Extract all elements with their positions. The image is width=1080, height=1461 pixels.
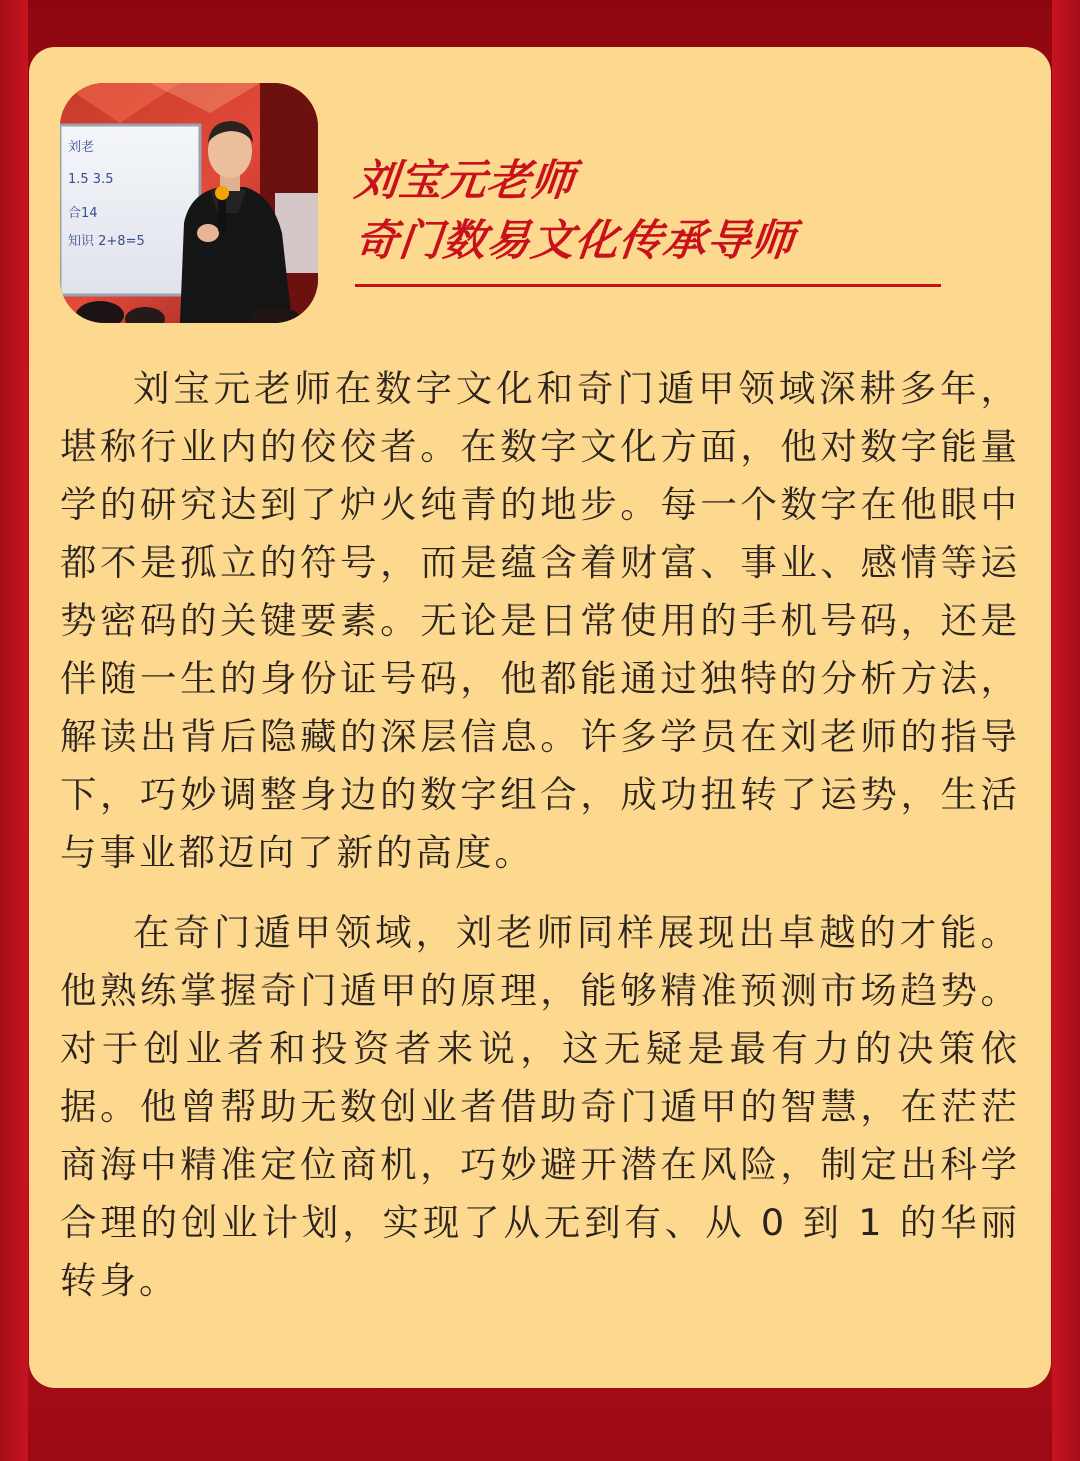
teacher-role-title: 奇门数易文化传承导师: [352, 216, 798, 266]
biography-paragraph-2: 在奇门遁甲领域，刘老师同样展现出卓越的才能。他熟练掌握奇门遁甲的原理，能够精准预测市场趋势。对于创业者和投资者来说，这无疑是最有力的决策依据。他曾帮助无数创业者借助奇门遁甲的智慧，在茫茫商海中精准定位商机，巧妙避开潜在风险，制定出科学合理的创业计划，实现了从无到有、从 0 到 1 的华丽转身。: [60, 911, 1020, 1302]
whiteboard-line: 1.5 3.5: [68, 172, 114, 187]
biography-text: [60, 360, 1020, 1310]
teacher-photo-icon: [60, 83, 318, 323]
biography-paragraph-1: 刘宝元老师在数字文化和奇门遁甲领域深耕多年，堪称行业内的佼佼者。在数字文化方面，他对数字能量学的研究达到了炉火纯青的地步。每一个数字在他眼中都不是孤立的符号，而是蕴含着财富、事业、感情等运势密码的关键要素。无论是日常使用的手机号码，还是伴随一生的身份证号码，他都能通过独特的分析方法，解读出背后隐藏的深层信息。许多学员在刘老师的指导下，巧妙调整身边的数字组合，成功扭转了运势，生活与事业都迈向了新的高度。: [60, 367, 1020, 874]
whiteboard-line: 合14: [68, 206, 98, 221]
teacher-photo: [60, 83, 318, 323]
title-block: [352, 151, 955, 271]
right-border: [1052, 0, 1080, 1461]
left-border: [0, 0, 28, 1461]
whiteboard-line: 刘老: [68, 140, 95, 155]
whiteboard-line: 知识 2+8=5: [68, 234, 145, 249]
title-divider: [355, 284, 941, 287]
teacher-name-title: 刘宝元老师: [352, 156, 578, 206]
content-card: [29, 47, 1051, 1388]
